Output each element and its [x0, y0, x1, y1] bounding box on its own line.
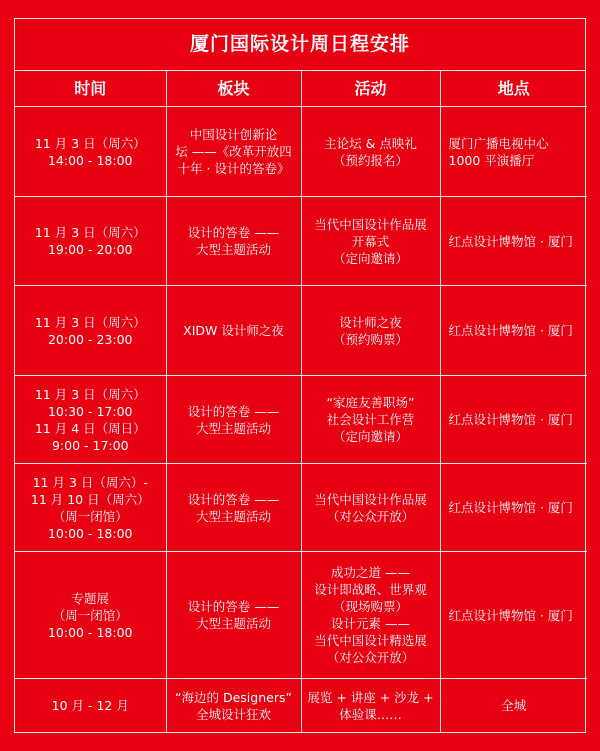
header-activity: 活动: [301, 71, 440, 107]
schedule-table-frame: [14, 18, 586, 733]
time-cell: 专题展 （周一闭馆） 10:00 - 18:00: [15, 552, 166, 679]
section-cell: 中国设计创新论 坛 ——《改革开放四 十年 · 设计的答卷》: [166, 107, 301, 197]
time-cell: 11 月 3 日（周六） 20:00 - 23:00: [15, 286, 166, 376]
location-cell: 红点设计博物馆 · 厦门: [440, 197, 587, 286]
header-section: 板块: [166, 71, 301, 107]
table-row: [15, 552, 587, 679]
header-row: [15, 71, 587, 107]
table-row: [15, 197, 587, 286]
activity-cell: “家庭友善职场” 社会设计工作营 （定向邀请）: [301, 376, 440, 464]
table-row: [15, 679, 587, 733]
section-cell: XIDW 设计师之夜: [166, 286, 301, 376]
section-cell: 设计的答卷 —— 大型主题活动: [166, 464, 301, 552]
time-cell: 11 月 3 日（周六） 10:30 - 17:00 11 月 4 日（周日） 9:00 - 17:00: [15, 376, 166, 464]
activity-cell: 当代中国设计作品展 开幕式 （定向邀请）: [301, 197, 440, 286]
table-row: [15, 376, 587, 464]
table-row: [15, 107, 587, 197]
location-cell: 红点设计博物馆 · 厦门: [440, 552, 587, 679]
location-cell: 红点设计博物馆 · 厦门: [440, 376, 587, 464]
activity-cell: 主论坛 & 点映礼 （预约报名）: [301, 107, 440, 197]
activity-cell: 当代中国设计作品展 （对公众开放）: [301, 464, 440, 552]
time-cell: 10 月 - 12 月: [15, 679, 166, 733]
header-location: 地点: [440, 71, 587, 107]
activity-cell: 成功之道 —— 设计即战略、世界观 （现场购票） 设计元素 —— 当代中国设计精选展 （对公众开放）: [301, 552, 440, 679]
table-row: [15, 464, 587, 552]
header-time: 时间: [15, 71, 166, 107]
time-cell: 11 月 3 日（周六） 14:00 - 18:00: [15, 107, 166, 197]
time-cell: 11 月 3 日（周六）- 11 月 10 日（周六） （周一闭馆） 10:00 - 18:00: [15, 464, 166, 552]
activity-cell: 展览 + 讲座 + 沙龙 + 体验课……: [301, 679, 440, 733]
table-row: [15, 286, 587, 376]
location-cell: 红点设计博物馆 · 厦门: [440, 464, 587, 552]
section-cell: 设计的答卷 —— 大型主题活动: [166, 197, 301, 286]
location-cell: 红点设计博物馆 · 厦门: [440, 286, 587, 376]
section-cell: “海边的 Designers” 全城设计狂欢: [166, 679, 301, 733]
location-cell: 厦门广播电视中心 1000 平演播厅: [440, 107, 587, 197]
activity-cell: 设计师之夜 （预约购票）: [301, 286, 440, 376]
location-cell: 全城: [440, 679, 587, 733]
section-cell: 设计的答卷 —— 大型主题活动: [166, 552, 301, 679]
section-cell: 设计的答卷 —— 大型主题活动: [166, 376, 301, 464]
schedule-table: [15, 71, 587, 733]
page-title: 厦门国际设计周日程安排: [15, 19, 585, 71]
time-cell: 11 月 3 日（周六） 19:00 - 20:00: [15, 197, 166, 286]
